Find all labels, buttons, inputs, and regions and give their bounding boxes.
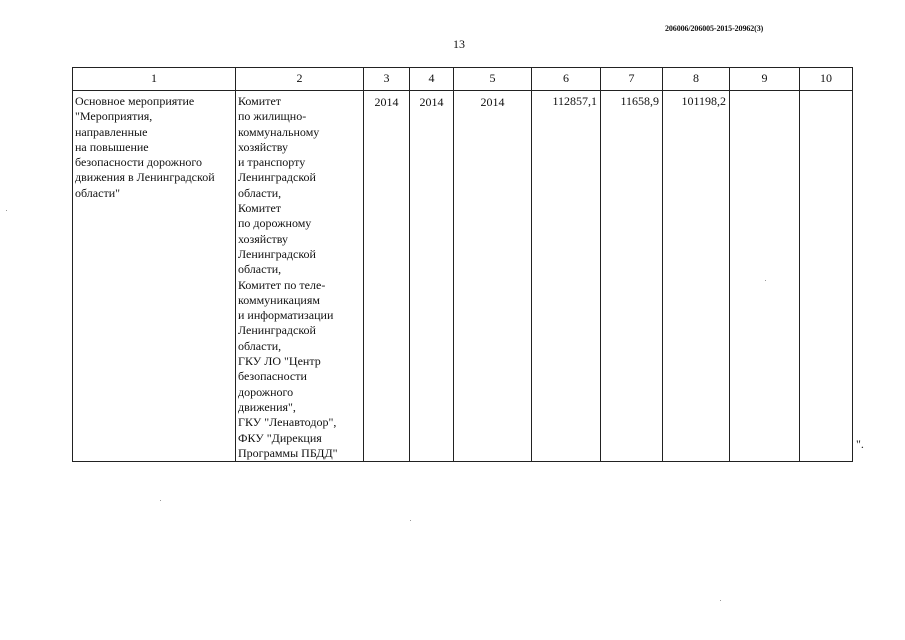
scan-speck <box>765 280 766 281</box>
total-amount-cell: 112857,1 <box>532 91 601 462</box>
amount-cell: 101198,2 <box>663 91 730 462</box>
start-year-cell: 2014 <box>364 91 410 462</box>
activity-cell <box>73 91 236 462</box>
end-year-cell: 2014 <box>410 91 454 462</box>
amount-cell: 11658,9 <box>601 91 663 462</box>
empty-cell <box>730 91 800 462</box>
program-table <box>72 67 853 462</box>
column-header: 4 <box>410 68 454 91</box>
column-header: 8 <box>663 68 730 91</box>
column-header: 7 <box>601 68 663 91</box>
table-row <box>73 91 853 462</box>
document-code: 206006/206005-2015-20962(3) <box>665 24 764 33</box>
table-header-row <box>73 68 853 91</box>
column-header: 5 <box>454 68 532 91</box>
empty-cell <box>800 91 853 462</box>
scan-speck <box>160 500 161 501</box>
column-header: 2 <box>236 68 364 91</box>
column-header: 10 <box>800 68 853 91</box>
scan-speck <box>6 210 7 211</box>
year-cell: 2014 <box>454 91 532 462</box>
scan-speck <box>410 520 411 521</box>
scan-speck <box>720 600 721 601</box>
activity-text: Основное мероприятие "Мероприятия, направленные на повышение безопасности дорожного движения в Ленинградской области" <box>75 94 215 200</box>
page-number: 13 <box>453 37 465 51</box>
executors-cell <box>236 91 364 462</box>
column-header: 9 <box>730 68 800 91</box>
closing-quote: ". <box>856 437 864 451</box>
executors-text: Комитет по жилищно- коммунальному хозяйству и транспорту Ленинградской области, Комитет по дорожному хозяйству Ленинградской области, Комитет по теле- коммуникациям и информатизации Ленинградской области, ГКУ ЛО "Центр безопасности дорожного движения", ГКУ "Ленавтодор", ФКУ "Дирекция Программы ПБДД" <box>238 94 338 460</box>
column-header: 6 <box>532 68 601 91</box>
column-header: 1 <box>73 68 236 91</box>
column-header: 3 <box>364 68 410 91</box>
